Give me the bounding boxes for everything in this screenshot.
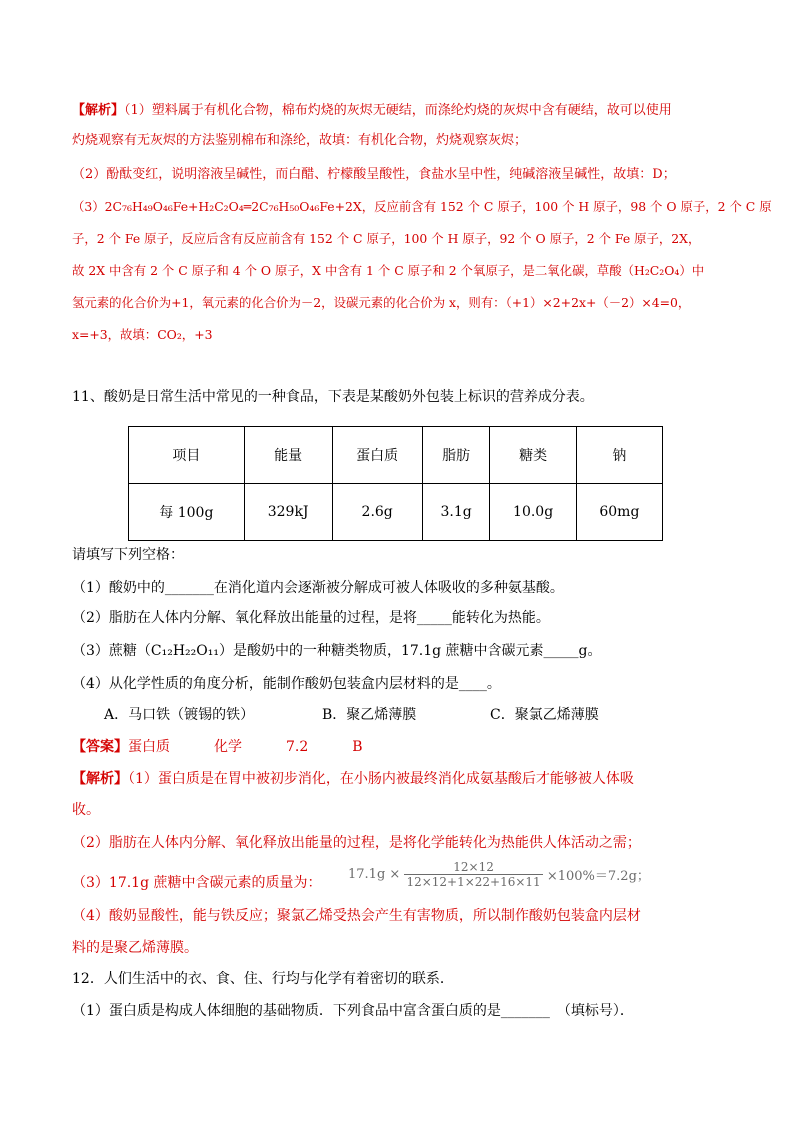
answer-3: 7.2 xyxy=(286,739,309,755)
table-row xyxy=(129,484,663,541)
table-header-row xyxy=(129,427,663,484)
q11-item-4: （4）从化学性质的角度分析，能制作酸奶包装盒内层材料的是____。 xyxy=(72,676,501,692)
answer-2: 化学 xyxy=(214,739,242,755)
q11-item-1: （1）酸奶中的_______在消化道内会逐渐被分解成可被人体吸收的多种氨基酸。 xyxy=(72,580,564,596)
q12-stem: 12．人们生活中的衣、食、住、行均与化学有着密切的联系． xyxy=(72,971,454,987)
q11-analysis-line-5: （4）酸奶显酸性，能与铁反应；聚氯乙烯受热会产生有害物质，所以制作酸奶包装盒内层材 xyxy=(72,908,641,924)
q11-analysis-line-3: （2）脂肪在人体内分解、氧化释放出能量的过程，是将化学能转化为热能供人体活动之需； xyxy=(72,835,641,851)
q11-prompt: 请填写下列空格： xyxy=(72,547,184,563)
carbon-mass-formula xyxy=(348,860,650,890)
q11-analysis-line-4: （3）17.1g 蔗糖中含碳元素的质量为： xyxy=(72,875,322,891)
analysis-line-3: （2）酚酞变红，说明溶液呈碱性，而白醋、柠檬酸呈酸性，食盐水呈中性，纯碱溶液呈碱性，故填：D； xyxy=(72,167,676,182)
analysis-label: 【解析】 xyxy=(72,771,128,787)
option-b: B．聚乙烯薄膜 xyxy=(322,707,417,723)
table-cell: 糖类 xyxy=(490,427,576,484)
nutrition-table xyxy=(128,426,663,541)
q11-analysis-line-2: 收。 xyxy=(72,802,100,818)
q12-item-1: （1）蛋白质是构成人体细胞的基础物质．下列食品中富含蛋白质的是_______ （填标号）． xyxy=(72,1003,634,1019)
q11-item-3: （3）蔗糖（C₁₂H₂₂O₁₁）是酸奶中的一种糖类物质，17.1g 蔗糖中含碳元素_____g。 xyxy=(72,643,602,659)
formula-fraction xyxy=(404,860,542,889)
formula-lead: 17.1g × xyxy=(348,867,401,882)
table-cell: 钠 xyxy=(576,427,662,484)
table-cell: 60mg xyxy=(576,484,662,541)
q11-item-2: （2）脂肪在人体内分解、氧化释放出能量的过程，是将_____能转化为热能。 xyxy=(72,610,550,626)
analysis-line-1: 【解析】（1）塑料属于有机化合物，棉布灼烧的灰烬无硬结，而涤纶灼烧的灰烬中含有硬结，故可以使用 xyxy=(72,103,672,118)
answer-1: 蛋白质 xyxy=(128,739,170,755)
table-cell: 329kJ xyxy=(244,484,332,541)
analysis-line-4: （3）2C₇₆H₄₉O₄₆Fe+H₂C₂O₄═2C₇₆H₅₀O₄₆Fe+2X，反应前含有 152 个 C 原子，100 个 H 原子，98 个 O 原子，2 个 C 原 xyxy=(72,199,772,214)
table-cell: 蛋白质 xyxy=(332,427,422,484)
answer-label: 【答案】 xyxy=(72,739,128,755)
analysis-line-2: 灼烧观察有无灰烬的方法鉴别棉布和涤纶，故填：有机化合物，灼烧观察灰烬； xyxy=(72,133,528,148)
q11-analysis-line-1: 【解析】（1）蛋白质是在胃中被初步消化，在小肠内被最终消化成氨基酸后才能够被人体吸 xyxy=(72,771,634,787)
table-cell: 能量 xyxy=(244,427,332,484)
analysis-line-6: 故 2X 中含有 2 个 C 原子和 4 个 O 原子，X 中含有 1 个 C 原子和 2 个氧原子，是二氧化碳，草酸（H₂C₂O₄）中 xyxy=(72,263,705,278)
answer-line xyxy=(72,736,363,758)
formula-numerator: 12×12 xyxy=(453,860,494,874)
analysis-label: 【解析】 xyxy=(72,103,125,118)
table-cell: 3.1g xyxy=(422,484,490,541)
table-cell: 10.0g xyxy=(490,484,576,541)
answer-4: B xyxy=(352,739,363,755)
table-cell: 2.6g xyxy=(332,484,422,541)
analysis-line-5: 子，2 个 Fe 原子，反应后含有反应前含有 152 个 C 原子，100 个 H 原子，92 个 O 原子，2 个 Fe 原子，2X， xyxy=(72,231,701,246)
q11-analysis-line-6: 料的是聚乙烯薄膜。 xyxy=(72,940,198,956)
option-c: C．聚氯乙烯薄膜 xyxy=(490,707,599,723)
analysis-line-7: 氢元素的化合价为+1，氧元素的化合价为－2，设碳元素的化合价为 x，则有：（+1）×2+2x+（－2）×4=0， xyxy=(72,295,691,310)
table-cell: 项目 xyxy=(129,427,245,484)
analysis-line-8: x=+3，故填：CO₂，+3 xyxy=(72,327,213,342)
q11-stem: 11、酸奶是日常生活中常见的一种食品，下表是某酸奶外包装上标识的营养成分表。 xyxy=(72,389,594,405)
option-a: A．马口铁（镀锡的铁） xyxy=(104,707,255,723)
table-cell: 脂肪 xyxy=(422,427,490,484)
table-cell: 每 100g xyxy=(129,484,245,541)
formula-tail: ×100%＝7.2g； xyxy=(546,869,650,884)
formula-denominator: 12×12+1×22+16×11 xyxy=(406,875,541,889)
